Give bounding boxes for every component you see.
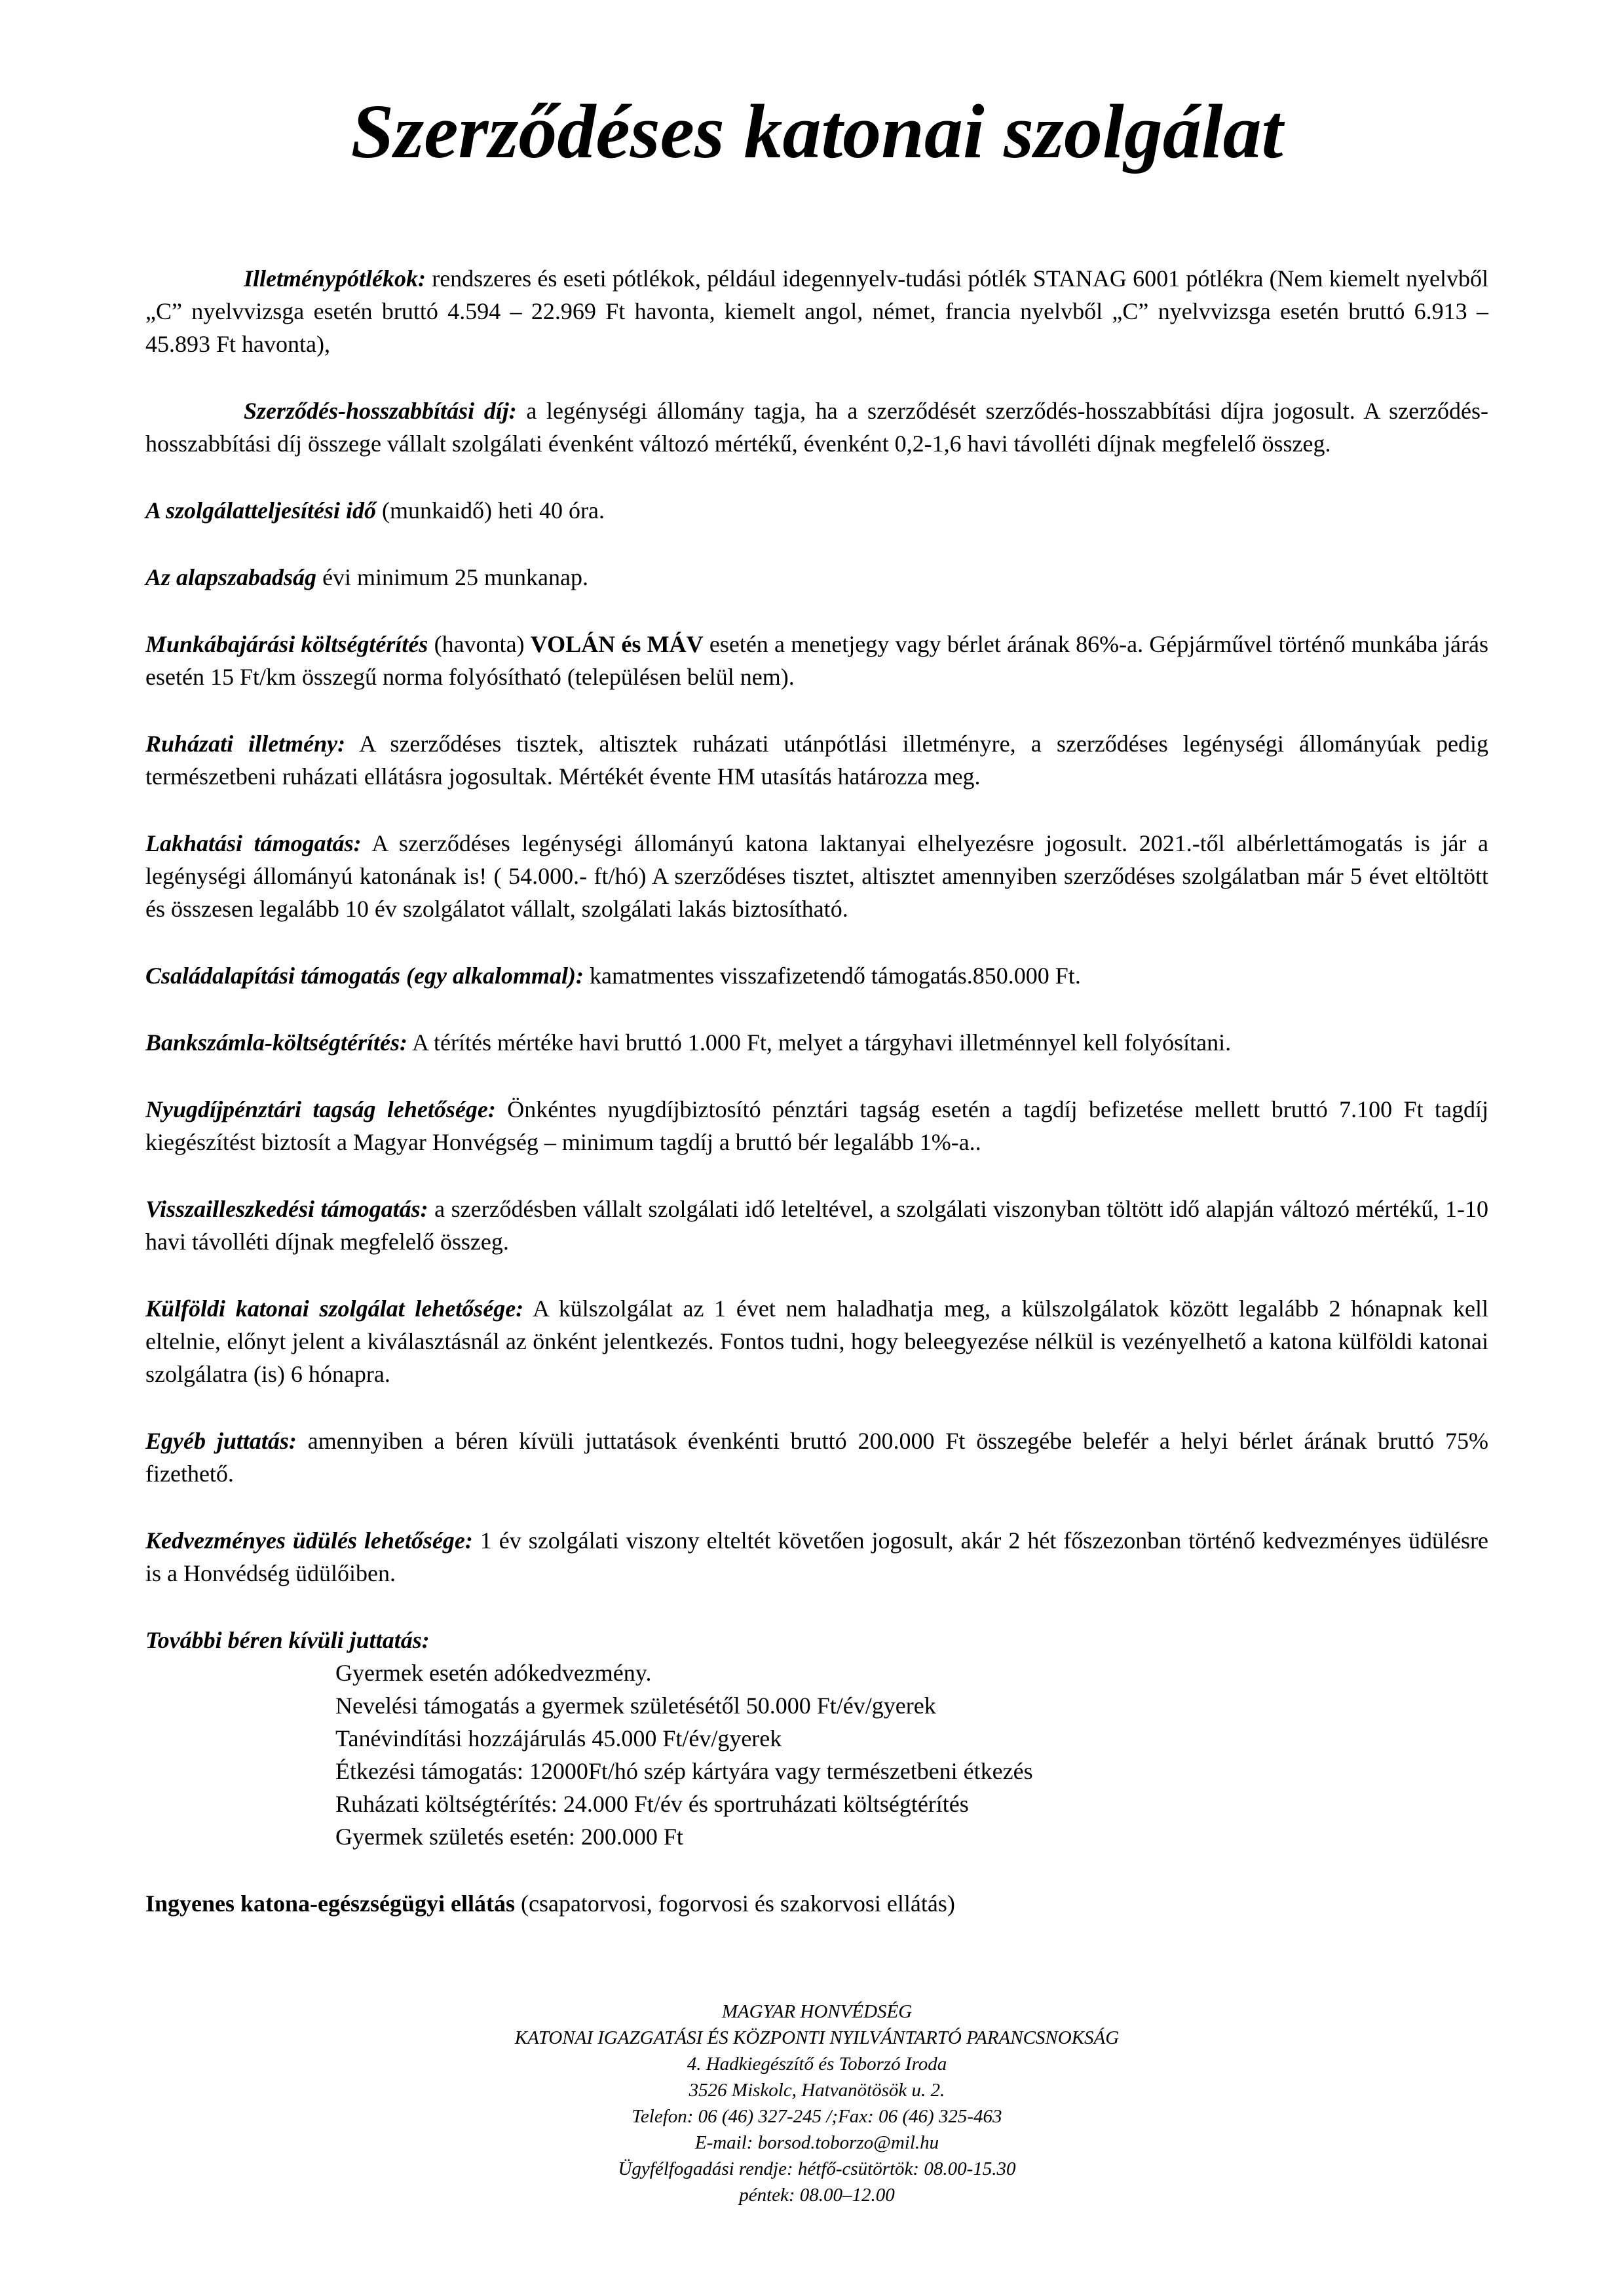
list-item: Ruházati költségtérítés: 24.000 Ft/év és sportruházati költségtérítés (335, 1790, 969, 1817)
paragraph-label: Illetménypótlékok: (244, 265, 426, 292)
paragraph-label: Ruházati illetmény: (145, 730, 346, 757)
list-item: Tanévindítási hozzájárulás 45.000 Ft/év/gyerek (335, 1725, 782, 1751)
list-item: Gyermek születés esetén: 200.000 Ft (335, 1823, 683, 1850)
paragraph-illetmenypotlekok (145, 262, 1488, 360)
paragraph-label: Az alapszabadság (145, 564, 317, 590)
paragraph-label: Ingyenes katona-egészségügyi ellátás (145, 1890, 515, 1917)
paragraph-szerzodes-hosszabbitasi-dij (145, 394, 1488, 460)
paragraph-visszailleszkedesi-tamogatas (145, 1193, 1488, 1258)
paragraph-label: Visszailleszkedési támogatás: (145, 1195, 428, 1222)
document-body (145, 262, 1488, 1920)
page-content (145, 72, 1488, 2208)
paragraph-text: A térítés mértéke havi bruttó 1.000 Ft, melyet a tárgyhavi illetménnyel kell folyósítani. (407, 1029, 1232, 1056)
paragraph-label: Szerződés-hosszabbítási díj: (244, 397, 517, 424)
paragraph-label: Külföldi katonai szolgálat lehetősége: (145, 1295, 524, 1322)
paragraph-nyugdijpenztari-tagsag (145, 1093, 1488, 1158)
footer-office-hours-friday: péntek: 08.00–12.00 (739, 2184, 895, 2206)
paragraph-kedvezmenyes-udules (145, 1524, 1488, 1590)
list-item: Gyermek esetén adókedvezmény. (335, 1659, 652, 1686)
page-title: Szerződéses katonai szolgálat (350, 88, 1283, 174)
paragraph-alapszabadsag (145, 561, 1488, 594)
paragraph-kulfoldi-katonai-szolgalat (145, 1292, 1488, 1390)
paragraph-text: kamatmentes visszafizetendő támogatás.850.000 Ft. (584, 962, 1081, 989)
paragraph-text: A szerződéses legénységi állományú katona laktanyai elhelyezésre jogosult. 2021.-től albérlettámogatás is jár a legénységi állományú katonának is! ( 54.000.- ft/hó) A szerződéses tisztet, altisztet amennyiben szerződéses szolgálatban már 5 évet eltöltött és összesen legalább 10 év szolgálatot vállalt, szolgálati lakás biztosítható. (145, 830, 1489, 922)
footer-office-hours: Ügyfélfogadási rendje: hétfő-csütörtök: 08.00-15.30 (618, 2158, 1016, 2179)
paragraph-text: (munkaidő) heti 40 óra. (376, 497, 605, 524)
footer-phone-fax: Telefon: 06 (46) 327-245 /;Fax: 06 (46) 325-463 (632, 2105, 1002, 2127)
paragraph-text: évi minimum 25 munkanap. (316, 564, 589, 590)
paragraph-text: amennyiben a béren kívüli juttatások évenkénti bruttó 200.000 Ft összegébe belefér a helyi bérlet árának bruttó 75% fizethető. (145, 1427, 1488, 1487)
paragraph-label: Kedvezményes üdülés lehetősége: (145, 1527, 473, 1554)
paragraph-text: A külszolgálat az 1 évet nem haladhatja meg, a külszolgálatok között legalább 2 hónapnak kell eltelnie, előnyt jelent a kiválasztásnál az önként jelentkezés. Fontos tudni, hogy beleegyezése nélkül is vezényelhető a katona külföldi katonai szolgálatra (is) 6 hónapra. (145, 1295, 1488, 1387)
footer-address: 3526 Miskolc, Hatvanötösök u. 2. (689, 2079, 945, 2101)
footer-email: E-mail: borsod.toborzo@mil.hu (694, 2132, 939, 2153)
footer-office: 4. Hadkiegészítő és Toborzó Iroda (687, 2053, 947, 2075)
paragraph-egyeb-juttatas (145, 1425, 1488, 1490)
paragraph-egeszsegugyi-ellatas (145, 1887, 1488, 1920)
contact-footer (145, 1999, 1488, 2208)
list-item: Étkezési támogatás: 12000Ft/hó szép kártyára vagy természetbeni étkezés (335, 1757, 1033, 1784)
paragraph-csaladalapitasi-tamogatas (145, 959, 1488, 992)
paragraph-text: A szerződéses tisztek, altisztek ruházati utánpótlási illetményre, a szerződéses legénységi állományúak pedig természetbeni ruházati ellátásra jogosultak. Mértékét évente HM utasítás határozza meg. (145, 730, 1488, 790)
paragraph-label: A szolgálatteljesítési idő (145, 497, 377, 524)
paragraph-bankszamla-koltsegterites (145, 1026, 1488, 1059)
paragraph-ruhazati-illetmeny (145, 727, 1488, 793)
paragraph-tovabbi-juttatas-heading (145, 1624, 1488, 1656)
paragraph-text: (havonta) (428, 630, 531, 657)
footer-command: KATONAI IGAZGATÁSI ÉS KÖZPONTI NYILVÁNTARTÓ PARANCSNOKSÁG (514, 2027, 1120, 2048)
paragraph-label: Munkábajárási költségtérítés (145, 630, 428, 657)
paragraph-szolgalatteljesitesi-ido (145, 494, 1488, 527)
paragraph-text: rendszeres és eseti pótlékok, például idegennyelv-tudási pótlék STANAG 6001 pótlékra (Nem kiemelt nyelvből „C” nyelvvizsga esetén bruttó 4.594 – 22.969 Ft havonta, kiemelt angol, német, francia nyelvből „C” nyelvvizsga esetén bruttó 6.913 – 45.893 Ft havonta), (145, 265, 1488, 357)
paragraph-text: Önkéntes nyugdíjbiztosító pénztári tagság esetén a tagdíj befizetése mellett bruttó 7.100 Ft tagdíj kiegészítést biztosít a Magyar Honvégség – minimum tagdíj a bruttó bér legalább 1%-a.. (145, 1096, 1488, 1155)
paragraph-text: 1 év szolgálati viszony elteltét követően jogosult, akár 2 hét főszezonban történő kedvezményes üdülésre is a Honvédség üdülőiben. (145, 1527, 1488, 1586)
paragraph-text: esetén a menetjegy vagy bérlet árának 86%-a. Gépjárművel történő munkába járás esetén 15 Ft/km összegű norma folyósítható (településen belül nem). (145, 630, 1488, 690)
paragraph-label: Lakhatási támogatás: (145, 830, 362, 856)
paragraph-bold-text: VOLÁN és MÁV (530, 630, 704, 657)
paragraph-text: a legénységi állomány tagja, ha a szerződését szerződés-hosszabbítási díjra jogosult. A szerződés-hosszabbítási díj összege vállalt szolgálati évenként változó mértékű, évenként 0,2-1,6 havi távolléti díjnak megfelelő összeg. (145, 397, 1488, 457)
paragraph-label: Nyugdíjpénztári tagság lehetősége: (145, 1096, 496, 1122)
paragraph-label: Bankszámla-költségtérítés: (145, 1029, 408, 1056)
footer-organization: MAGYAR HONVÉDSÉG (721, 2000, 913, 2022)
paragraph-munkabajarasi-koltsegterites (145, 628, 1488, 693)
paragraph-label: További béren kívüli juttatás: (145, 1626, 430, 1653)
paragraph-text: a szerződésben vállalt szolgálati idő leteltével, a szolgálati viszonyban töltött idő alapján változó mértékű, 1-10 havi távolléti díjnak megfelelő összeg. (145, 1195, 1488, 1255)
paragraph-lakhatasi-tamogatas (145, 827, 1488, 925)
paragraph-label: Egyéb juttatás: (145, 1427, 297, 1454)
paragraph-text: (csapatorvosi, fogorvosi és szakorvosi ellátás) (514, 1890, 955, 1917)
list-item: Nevelési támogatás a gyermek születésétől 50.000 Ft/év/gyerek (335, 1692, 936, 1719)
paragraph-label: Családalapítási támogatás (egy alkalommal): (145, 962, 584, 989)
benefits-list (335, 1656, 1488, 1853)
